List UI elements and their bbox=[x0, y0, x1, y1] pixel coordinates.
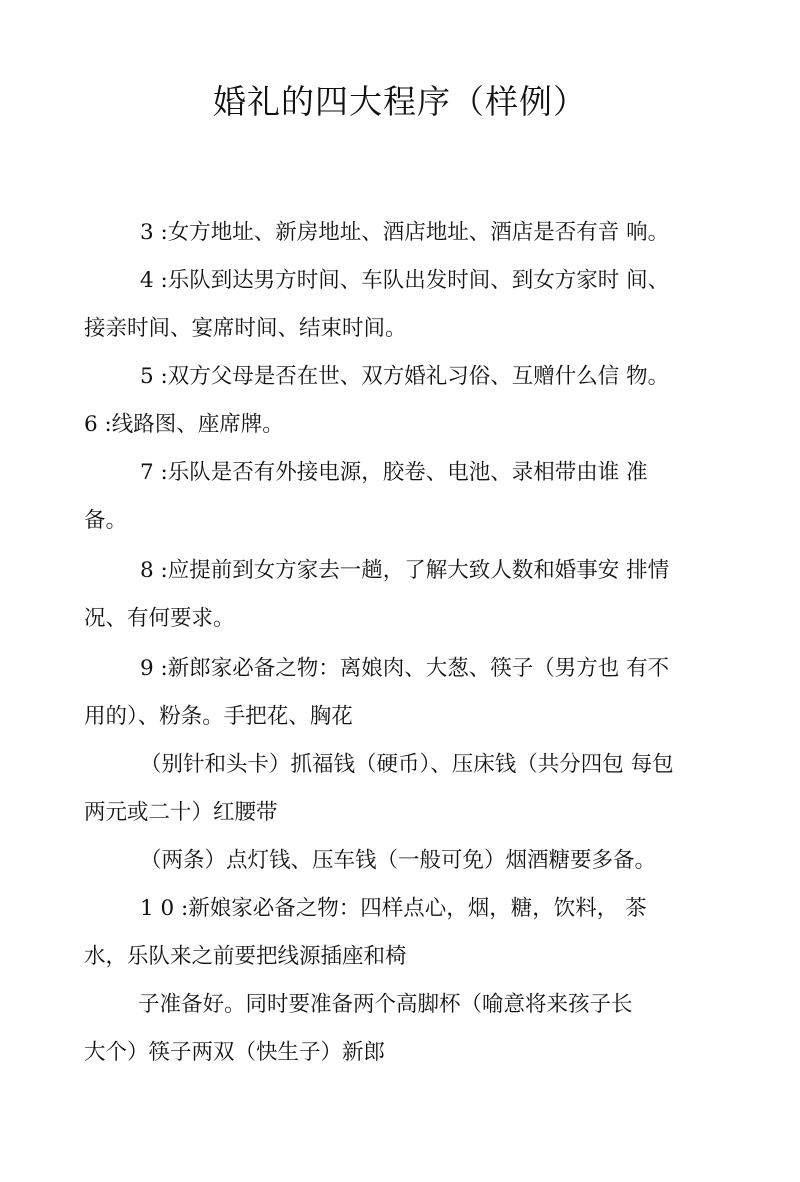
document-title: 婚礼的四大程序（样例） bbox=[213, 82, 587, 121]
paragraph-line: （两条）点灯钱、压车钱（一般可免）烟酒糖要多备。 bbox=[140, 848, 657, 873]
paragraph-line: 6 :线路图、座席牌。 bbox=[84, 412, 284, 437]
paragraph-line: 子准备好。同时要准备两个高脚杯（喻意将来孩子长 bbox=[138, 992, 633, 1017]
paragraph-line: 况、有何要求。 bbox=[84, 606, 235, 631]
paragraph-line: 水，乐队来之前要把线源插座和椅 bbox=[84, 944, 407, 969]
paragraph-line: 3 :女方地址、新房地址、酒店地址、酒店是否有音 响。 bbox=[140, 220, 670, 245]
paragraph-line: 备。 bbox=[84, 508, 128, 533]
paragraph-line: 大个）筷子两双（快生子）新郎 bbox=[84, 1040, 386, 1065]
paragraph-line: 8 :应提前到女方家去一趟，了解大致人数和婚事安 排情 bbox=[140, 558, 670, 583]
paragraph-line: 两元或二十）红腰带 bbox=[84, 800, 278, 825]
paragraph-line: 1 0 :新娘家必备之物：四样点心，烟，糖，饮料， 茶 bbox=[140, 896, 647, 921]
paragraph-line: 接亲时间、宴席时间、结束时间。 bbox=[84, 316, 407, 341]
paragraph-line: 5 :双方父母是否在世、双方婚礼习俗、互赠什么信 物。 bbox=[140, 364, 670, 389]
paragraph-line: 9 :新郎家必备之物：离娘肉、大葱、筷子（男方也 有不 bbox=[140, 656, 670, 681]
paragraph-line: （别针和头卡）抓福钱（硬币）、压床钱（共分四包 每包 bbox=[140, 752, 674, 777]
paragraph-line: 用的）、粉条。手把花、胸花 bbox=[84, 704, 353, 729]
paragraph-line: 7 :乐队是否有外接电源，胶卷、电池、录相带由谁 准 bbox=[140, 460, 648, 485]
paragraph-line: 4 :乐队到达男方时间、车队出发时间、到女方家时 间、 bbox=[140, 268, 670, 293]
